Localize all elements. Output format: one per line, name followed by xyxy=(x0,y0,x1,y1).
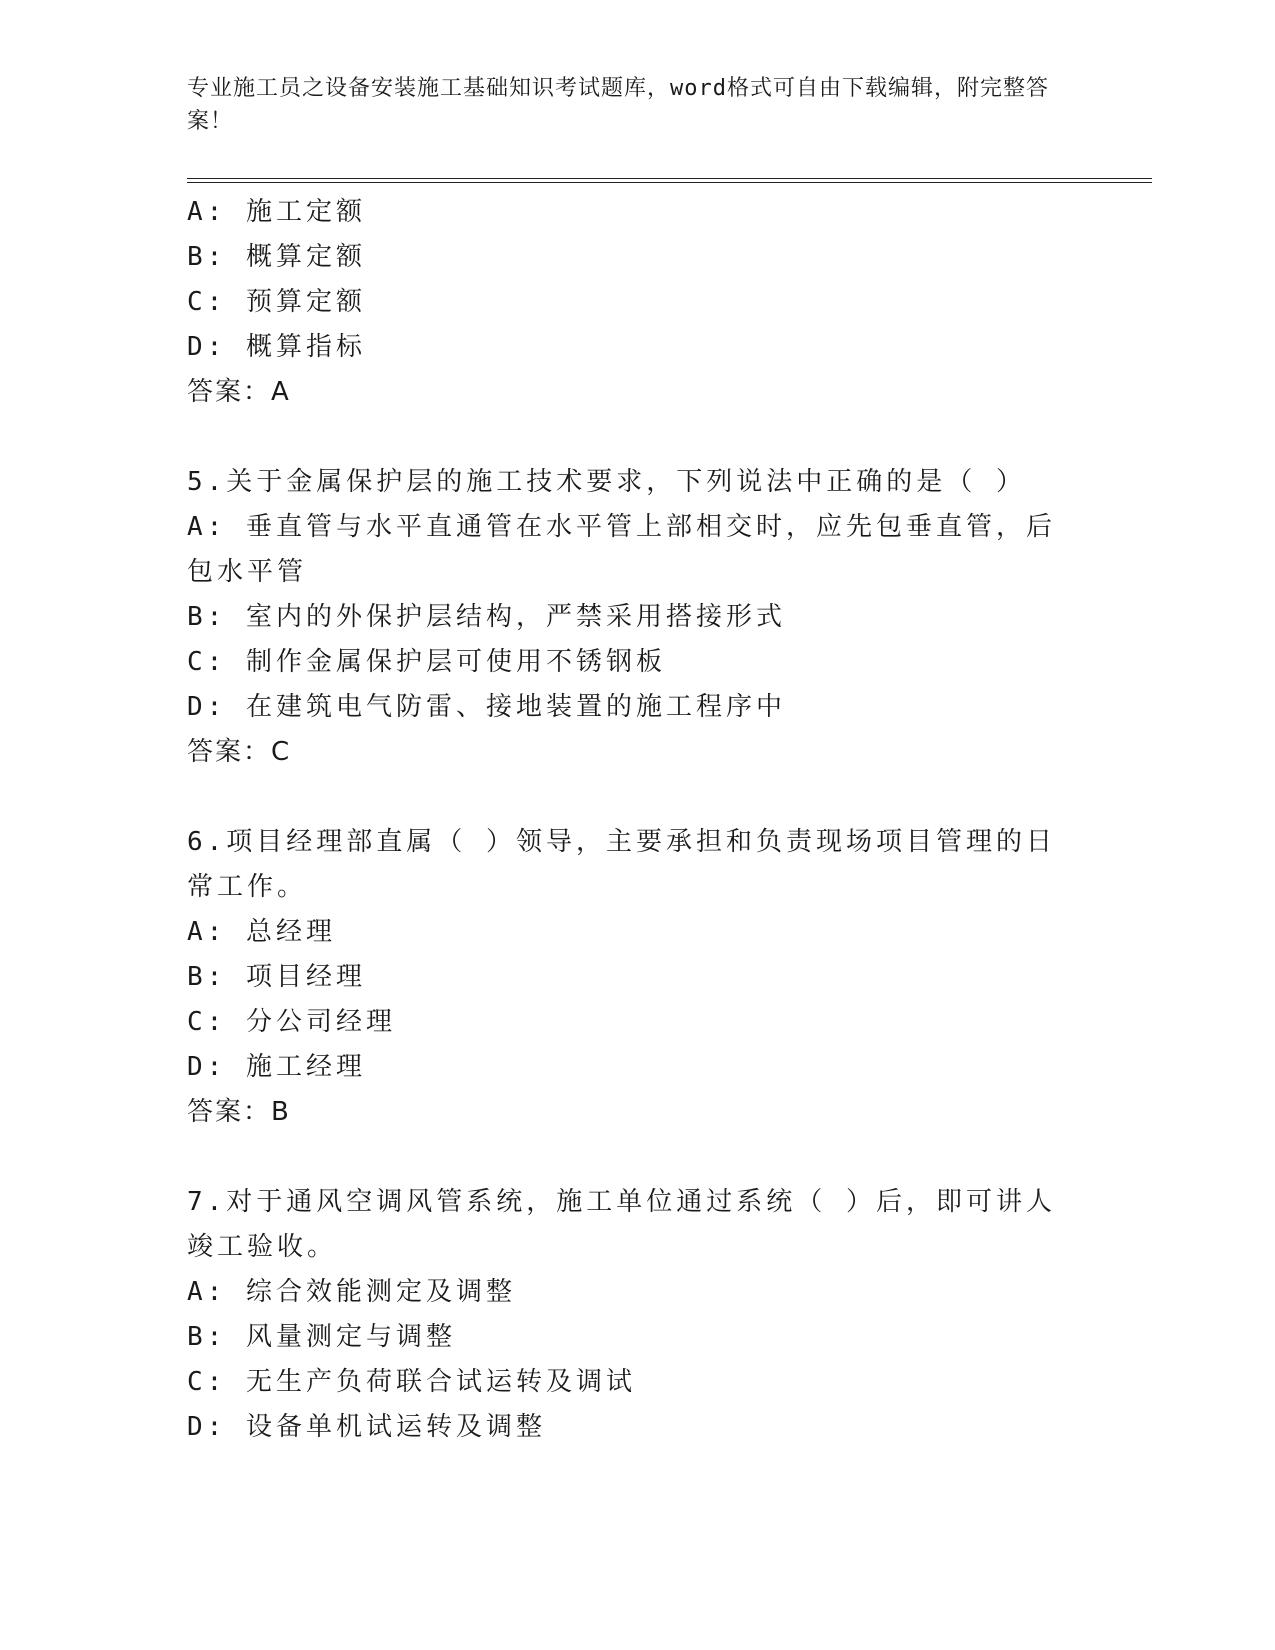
answer: 答案：B xyxy=(187,1097,291,1127)
document-header: 专业施工员之设备安装施工基础知识考试题库，word格式可自由下载编辑，附完整答案！ xyxy=(187,76,1049,134)
option-b: B: 项目经理 xyxy=(187,962,366,992)
option-a: A: 施工定额 xyxy=(187,197,366,227)
header-double-rule xyxy=(187,178,1152,183)
option-c: C: 无生产负荷联合试运转及调试 xyxy=(187,1367,636,1397)
question-4 xyxy=(187,190,1067,415)
option-b: B: 室内的外保护层结构，严禁采用搭接形式 xyxy=(187,602,786,632)
question-list xyxy=(187,190,1067,1450)
option-d: D: 施工经理 xyxy=(187,1052,366,1082)
option-b: B: 概算定额 xyxy=(187,242,366,272)
option-a: A: 综合效能测定及调整 xyxy=(187,1277,516,1307)
option-a: A: 垂直管与水平直通管在水平管上部相交时，应先包垂直管，后包水平管 xyxy=(187,512,1056,587)
option-d: D: 概算指标 xyxy=(187,332,366,362)
answer: 答案：A xyxy=(187,377,291,407)
question-stem: 5.关于金属保护层的施工技术要求，下列说法中正确的是（ ） xyxy=(187,467,1026,497)
question-stem: 6.项目经理部直属（ ）领导，主要承担和负责现场项目管理的日常工作。 xyxy=(187,827,1056,902)
question-6 xyxy=(187,820,1067,1135)
option-c: C: 制作金属保护层可使用不锈钢板 xyxy=(187,647,666,677)
option-d: D: 在建筑电气防雷、接地装置的施工程序中 xyxy=(187,692,786,722)
option-c: C: 预算定额 xyxy=(187,287,366,317)
option-c: C: 分公司经理 xyxy=(187,1007,396,1037)
option-b: B: 风量测定与调整 xyxy=(187,1322,456,1352)
answer: 答案：C xyxy=(187,737,292,767)
question-5 xyxy=(187,460,1067,775)
option-d: D: 设备单机试运转及调整 xyxy=(187,1412,546,1442)
question-7 xyxy=(187,1180,1067,1450)
option-a: A: 总经理 xyxy=(187,917,336,947)
question-stem: 7.对于通风空调风管系统，施工单位通过系统（ ）后，即可讲人竣工验收。 xyxy=(187,1187,1056,1262)
